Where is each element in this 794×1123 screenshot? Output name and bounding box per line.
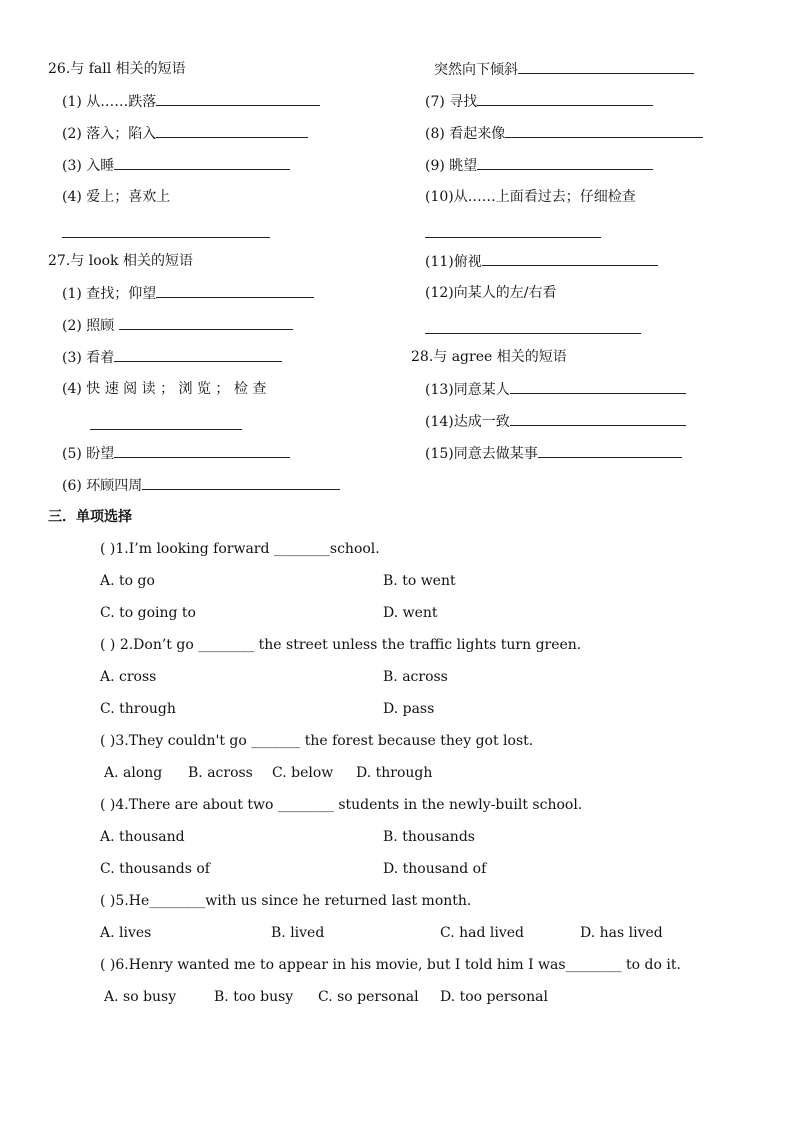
item-label: (5) 盼望 (62, 446, 115, 462)
item-label: (10)从……上面看过去；仔细检查 (425, 189, 636, 205)
item-label: (1) 从……跌落 (62, 94, 157, 110)
option-c[interactable]: C. thousands of (100, 861, 210, 877)
option-c[interactable]: C. through (100, 701, 176, 717)
option-a[interactable]: A. to go (100, 573, 155, 589)
answer-blank[interactable] (156, 283, 314, 298)
right-item-13 (425, 379, 686, 400)
option-b[interactable]: B. too busy (214, 989, 294, 1005)
option-c[interactable]: C. below (272, 765, 334, 781)
item-label: (8) 看起来像 (425, 126, 506, 142)
answer-blank[interactable] (510, 411, 686, 426)
question-stem: ( )1.I’m looking forward ________school. (100, 541, 380, 557)
right-item-15 (425, 443, 682, 464)
fall-item-2 (62, 123, 308, 144)
fall-right-heading (434, 59, 694, 80)
item-label: 突然向下倾斜 (434, 62, 518, 78)
section-title: 三．单项选择 (48, 509, 132, 525)
item-label: (15)同意去做某事 (425, 446, 538, 462)
answer-blank[interactable] (510, 379, 686, 394)
option-d[interactable]: D. has lived (580, 925, 663, 941)
item-label: (9) 眺望 (425, 158, 478, 174)
option-d[interactable]: D. pass (383, 701, 435, 717)
option-b[interactable]: B. lived (271, 925, 325, 941)
answer-blank[interactable] (477, 91, 653, 106)
right-item-10 (425, 187, 636, 207)
right-item-12 (425, 283, 556, 303)
answer-blank[interactable] (425, 236, 601, 238)
look-heading: 27.与 look 相关的短语 (48, 253, 193, 269)
question-stem: ( )5.He________with us since he returned last month. (100, 893, 472, 909)
look-item-3 (62, 347, 282, 368)
answer-blank[interactable] (477, 155, 653, 170)
look-item-4 (62, 379, 266, 399)
question-stem: ( )6.Henry wanted me to appear in his movie, but I told him I was________ to do it. (100, 957, 681, 973)
right-item-8 (425, 123, 703, 144)
fall-item-1 (62, 91, 320, 112)
look-item-6 (62, 475, 340, 496)
option-b[interactable]: B. to went (383, 573, 456, 589)
question-stem: ( )4.There are about two ________ students in the newly-built school. (100, 797, 583, 813)
item-label: (6) 环顾四周 (62, 478, 143, 494)
question-stem: ( )3.They couldn't go _______ the forest because they got lost. (100, 733, 534, 749)
item-label: (4) 快 速 阅 读 ； 浏 览 ； 检 查 (62, 381, 267, 397)
option-b[interactable]: B. thousands (383, 829, 475, 845)
answer-blank[interactable] (90, 428, 242, 430)
right-item-7 (425, 91, 653, 112)
look-item-2 (62, 315, 293, 336)
right-item-9 (425, 155, 653, 176)
option-d[interactable]: D. went (383, 605, 438, 621)
item-label: (2) 落入；陷入 (62, 126, 157, 142)
option-c[interactable]: C. so personal (318, 989, 419, 1005)
item-label: (1) 查找；仰望 (62, 286, 157, 302)
answer-blank[interactable] (114, 443, 290, 458)
answer-blank[interactable] (538, 443, 682, 458)
option-c[interactable]: C. to going to (100, 605, 196, 621)
fall-item-3 (62, 155, 290, 176)
item-label: (3) 入睡 (62, 158, 115, 174)
option-d[interactable]: D. thousand of (383, 861, 487, 877)
answer-blank[interactable] (425, 332, 641, 334)
fall-item-4 (62, 187, 170, 207)
item-label: (7) 寻找 (425, 94, 478, 110)
option-a[interactable]: A. lives (100, 925, 152, 941)
look-item-1 (62, 283, 314, 304)
agree-heading: 28.与 agree 相关的短语 (411, 349, 567, 365)
option-c[interactable]: C. had lived (440, 925, 524, 941)
answer-blank[interactable] (156, 91, 320, 106)
answer-blank[interactable] (62, 236, 270, 238)
option-a[interactable]: A. so busy (104, 989, 177, 1005)
right-item-11 (425, 251, 658, 272)
item-label: (11)俯视 (425, 254, 482, 270)
option-d[interactable]: D. through (356, 765, 433, 781)
answer-blank[interactable] (142, 475, 340, 490)
item-label: (4) 爱上；喜欢上 (62, 189, 171, 205)
question-stem: ( ) 2.Don’t go ________ the street unless the traffic lights turn green. (100, 637, 582, 653)
fall-heading: 26.与 fall 相关的短语 (48, 61, 186, 77)
option-a[interactable]: A. along (104, 765, 163, 781)
option-d[interactable]: D. too personal (440, 989, 548, 1005)
item-label: (3) 看着 (62, 350, 115, 366)
option-b[interactable]: B. across (383, 669, 448, 685)
option-a[interactable]: A. cross (100, 669, 157, 685)
answer-blank[interactable] (119, 315, 293, 330)
answer-blank[interactable] (114, 155, 290, 170)
item-label: (2) 照顾 (62, 318, 115, 334)
answer-blank[interactable] (114, 347, 282, 362)
item-label: (13)同意某人 (425, 382, 510, 398)
answer-blank[interactable] (518, 59, 694, 74)
item-label: (14)达成一致 (425, 414, 510, 430)
answer-blank[interactable] (505, 123, 703, 138)
answer-blank[interactable] (156, 123, 308, 138)
option-a[interactable]: A. thousand (100, 829, 185, 845)
look-item-5 (62, 443, 290, 464)
option-b[interactable]: B. across (188, 765, 253, 781)
right-item-14 (425, 411, 686, 432)
item-label: (12)向某人的左/右看 (425, 285, 557, 301)
answer-blank[interactable] (482, 251, 658, 266)
